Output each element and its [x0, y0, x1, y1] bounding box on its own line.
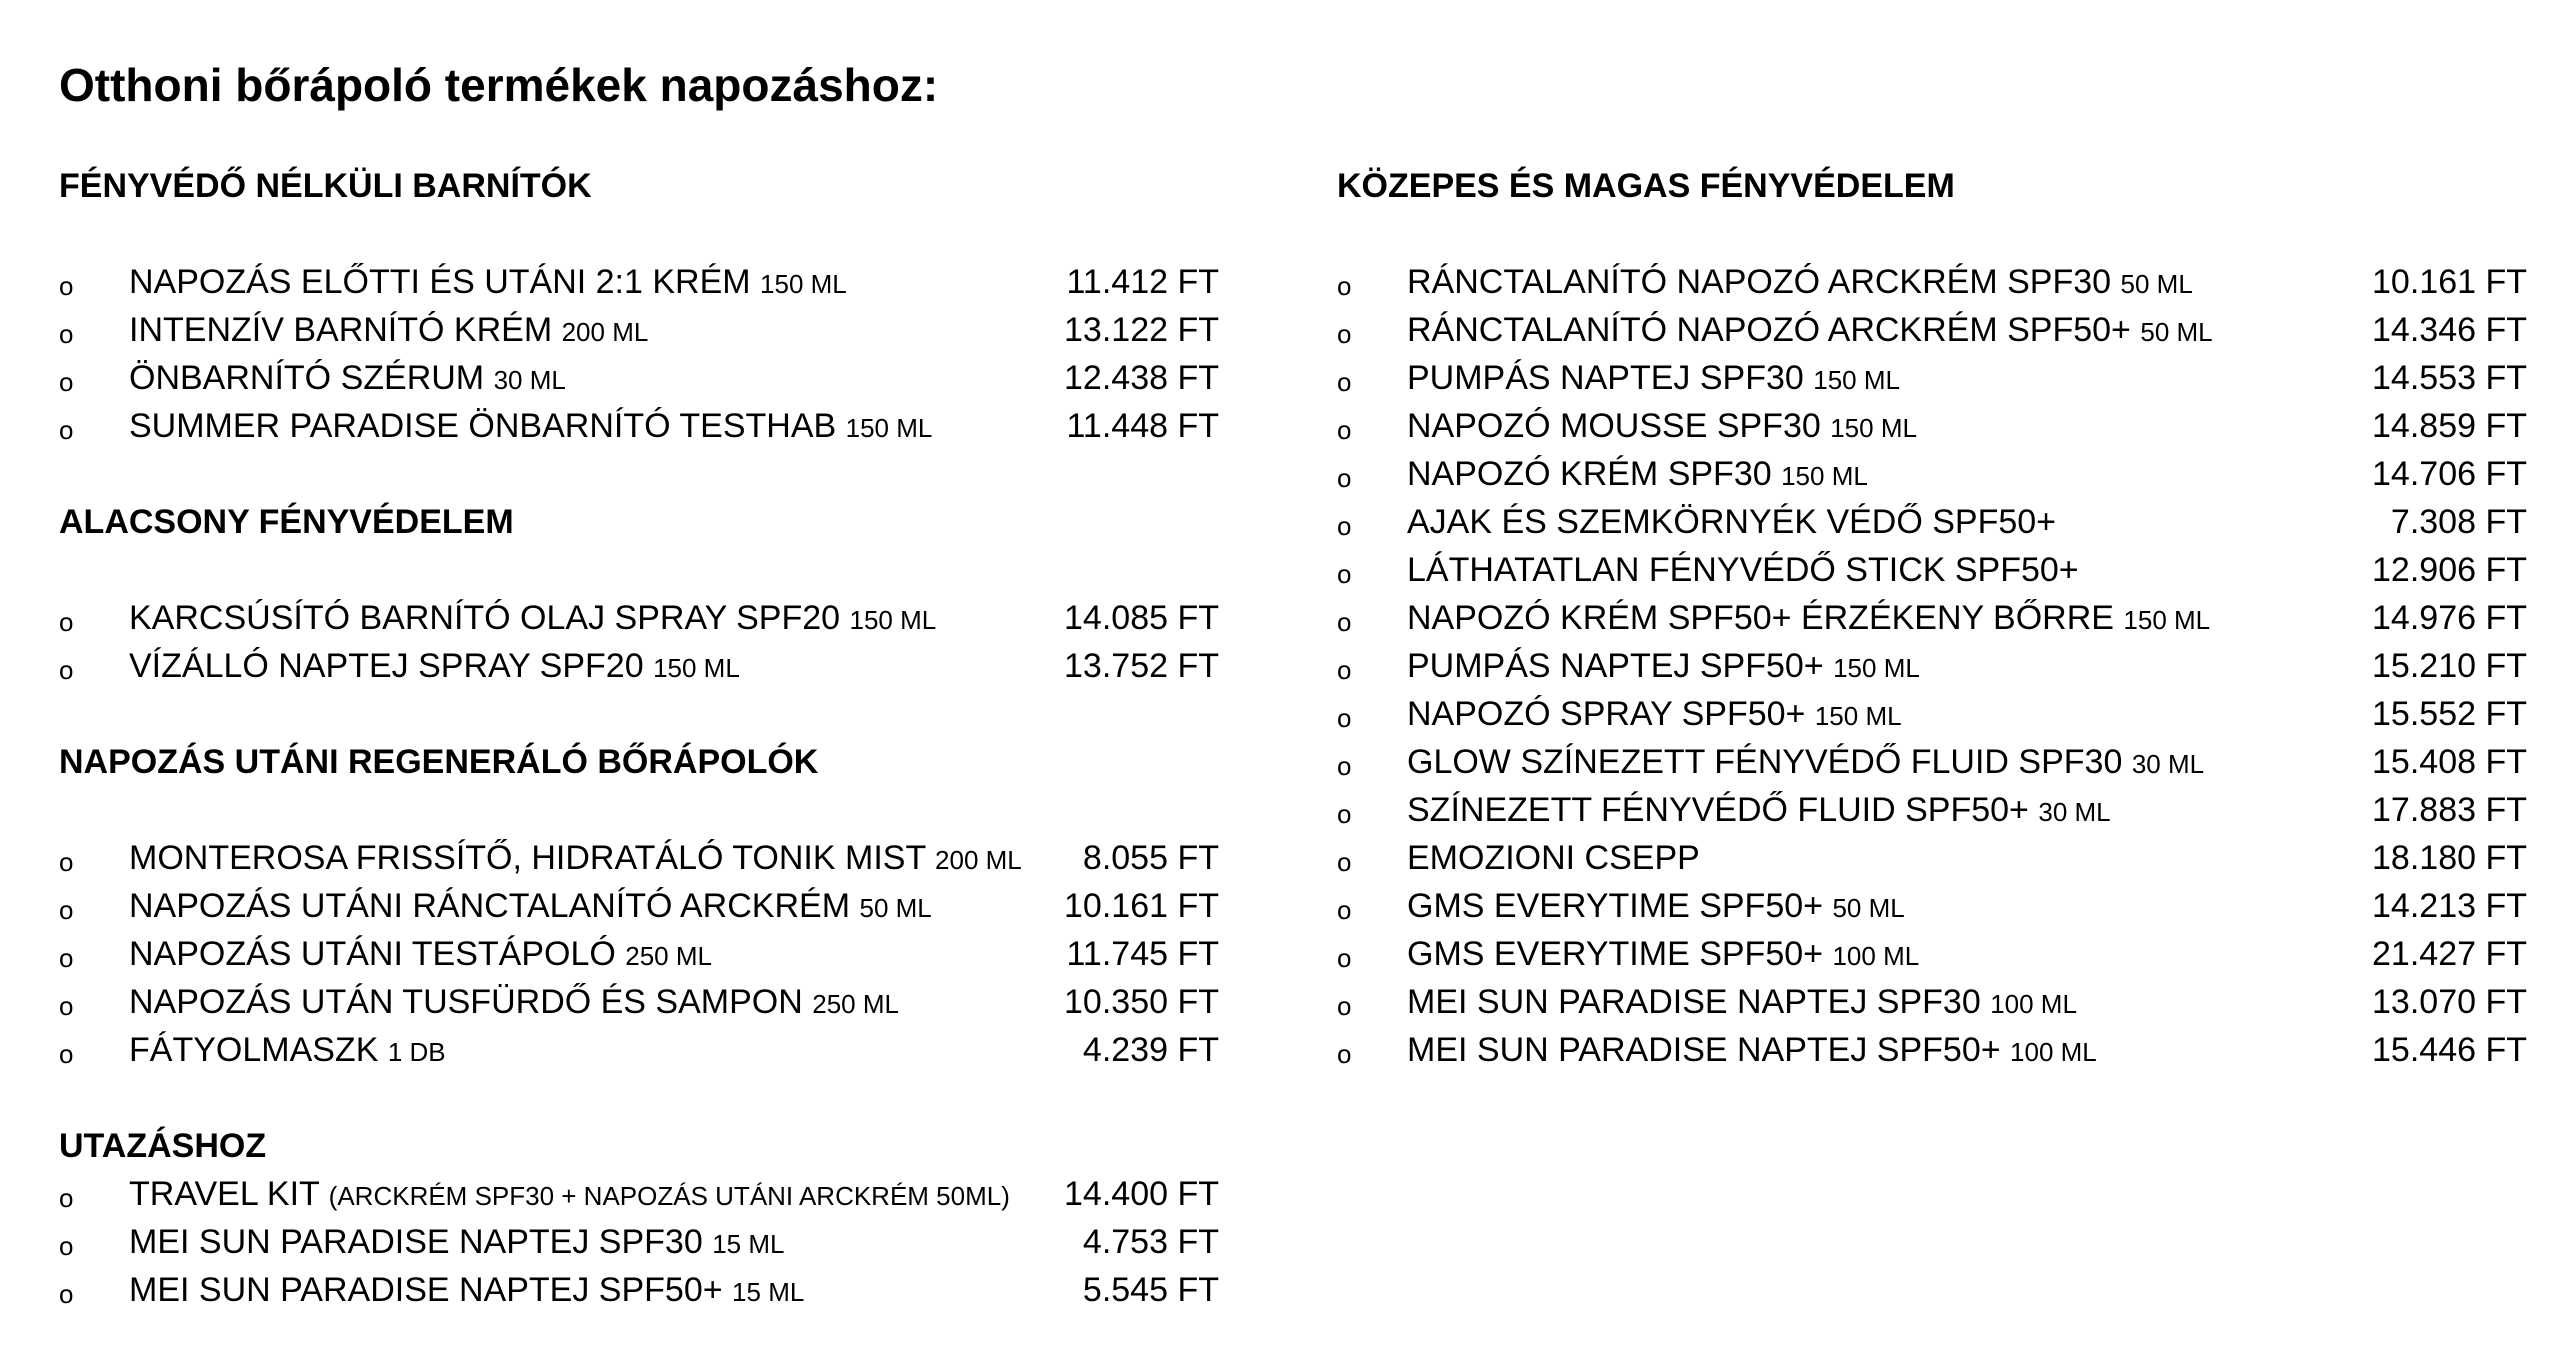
product-item [1337, 498, 2527, 546]
product-size: 150 ML [1814, 701, 1902, 731]
product-name: PUMPÁS NAPTEJ SPF30 150 ML [1407, 359, 1900, 397]
product-size: 50 ML [859, 893, 932, 923]
product-price: 4.239 FT [1082, 1031, 1219, 1069]
bullet-icon: o [59, 655, 74, 685]
product-item [59, 258, 1219, 306]
bullet-icon: o [59, 271, 74, 301]
bullet-icon: o [1337, 703, 1352, 733]
page-title: Otthoni bőrápoló termékek napozáshoz: [59, 59, 939, 111]
product-price: 13.122 FT [1064, 311, 1219, 349]
product-size: 100 ML [2010, 1037, 2097, 1067]
product-name: NAPOZÓ SPRAY SPF50+ 150 ML [1407, 695, 1902, 733]
product-name: MEI SUN PARADISE NAPTEJ SPF30 15 ML [129, 1223, 785, 1261]
product-name: NAPOZÓ KRÉM SPF50+ ÉRZÉKENY BŐRRE 150 ML [1407, 599, 2211, 637]
bullet-icon: o [59, 1231, 74, 1261]
product-price: 13.752 FT [1064, 647, 1219, 685]
product-price: 14.706 FT [2372, 455, 2527, 493]
product-item [1337, 882, 2527, 930]
product-item [1337, 834, 2527, 882]
product-size: 100 ML [1990, 989, 2077, 1019]
product-item [1337, 258, 2527, 306]
bullet-icon: o [1337, 991, 1352, 1021]
product-price: 12.906 FT [2372, 551, 2527, 589]
product-price: 10.161 FT [2372, 263, 2527, 301]
product-size: 30 ML [2131, 749, 2205, 779]
product-item [1337, 930, 2527, 978]
product-size: 150 ML [1833, 653, 1920, 683]
product-price: 14.976 FT [2372, 599, 2527, 637]
product-name: PUMPÁS NAPTEJ SPF50+ 150 ML [1407, 647, 1920, 685]
bullet-icon: o [1337, 751, 1352, 781]
product-size: 150 ML [845, 413, 933, 443]
bullet-icon: o [1337, 415, 1352, 445]
bullet-icon: o [59, 895, 74, 925]
product-name: NAPOZÁS UTÁNI RÁNCTALANÍTÓ ARCKRÉM 50 ML [129, 887, 932, 925]
right-column [1337, 162, 2527, 1074]
bullet-icon: o [59, 319, 74, 349]
product-name: SUMMER PARADISE ÖNBARNÍTÓ TESTHAB 150 ML [129, 407, 933, 445]
bullet-icon: o [59, 607, 74, 637]
product-item [59, 354, 1219, 402]
product-item [59, 834, 1219, 882]
product-item [59, 978, 1219, 1026]
product-price: 21.427 FT [2372, 935, 2527, 973]
product-name: GMS EVERYTIME SPF50+ 100 ML [1407, 935, 1920, 973]
product-price: 17.883 FT [2372, 791, 2527, 829]
product-item [59, 306, 1219, 354]
product-price: 11.448 FT [1066, 407, 1219, 445]
product-size: 200 ML [935, 845, 1022, 875]
product-price: 14.400 FT [1064, 1175, 1219, 1213]
bullet-icon: o [59, 1039, 74, 1069]
product-size: 50 ML [2120, 269, 2193, 299]
product-size: 250 ML [812, 989, 899, 1019]
product-item [1337, 402, 2527, 450]
product-item [59, 642, 1219, 690]
product-name: KARCSÚSÍTÓ BARNÍTÓ OLAJ SPRAY SPF20 150 ML [129, 599, 937, 637]
product-size: 150 ML [849, 605, 937, 635]
product-price: 5.545 FT [1082, 1271, 1219, 1309]
product-name: GLOW SZÍNEZETT FÉNYVÉDŐ FLUID SPF30 30 ML [1407, 743, 2205, 781]
product-name: NAPOZÁS UTÁN TUSFÜRDŐ ÉS SAMPON 250 ML [129, 983, 899, 1021]
product-size: 15 ML [732, 1277, 805, 1307]
bullet-icon: o [59, 1183, 74, 1213]
product-price: 15.552 FT [2372, 695, 2527, 733]
product-size: 100 ML [1832, 941, 1920, 971]
product-item [59, 1026, 1219, 1074]
product-name: ÖNBARNÍTÓ SZÉRUM 30 ML [129, 359, 566, 397]
bullet-icon: o [1337, 607, 1352, 637]
product-item [59, 1218, 1219, 1266]
product-price: 11.745 FT [1066, 935, 1219, 973]
product-item [1337, 690, 2527, 738]
product-item [59, 1266, 1219, 1314]
product-price: 11.412 FT [1066, 263, 1219, 301]
product-name: NAPOZÁS ELŐTTI ÉS UTÁNI 2:1 KRÉM 150 ML [129, 263, 847, 301]
product-size: (ARCKRÉM SPF30 + NAPOZÁS UTÁNI ARCKRÉM 50ML) [328, 1181, 1010, 1211]
product-item [59, 1170, 1219, 1218]
product-item [1337, 354, 2527, 402]
product-size: 150 ML [1830, 413, 1917, 443]
product-name: AJAK ÉS SZEMKÖRNYÉK VÉDŐ SPF50+ [1407, 503, 2057, 541]
product-item [59, 882, 1219, 930]
product-size: 150 ML [760, 269, 847, 299]
product-item [1337, 786, 2527, 834]
product-price: 12.438 FT [1064, 359, 1219, 397]
bullet-icon: o [1337, 655, 1352, 685]
product-price: 18.180 FT [2372, 839, 2527, 877]
section-heading: KÖZEPES ÉS MAGAS FÉNYVÉDELEM [1337, 167, 1955, 205]
bullet-icon: o [1337, 895, 1352, 925]
product-name: NAPOZÁS UTÁNI TESTÁPOLÓ 250 ML [129, 935, 712, 973]
bullet-icon: o [59, 415, 74, 445]
product-price: 15.446 FT [2372, 1031, 2527, 1069]
product-price: 14.213 FT [2372, 887, 2527, 925]
bullet-icon: o [59, 1279, 74, 1309]
bullet-icon: o [1337, 799, 1352, 829]
bullet-icon: o [1337, 559, 1352, 589]
product-size: 150 ML [1813, 365, 1900, 395]
bullet-icon: o [1337, 463, 1352, 493]
product-name: INTENZÍV BARNÍTÓ KRÉM 200 ML [129, 311, 649, 349]
bullet-icon: o [1337, 367, 1352, 397]
product-size: 150 ML [1781, 461, 1868, 491]
section-heading: ALACSONY FÉNYVÉDELEM [59, 503, 514, 541]
product-name: NAPOZÓ MOUSSE SPF30 150 ML [1407, 407, 1917, 445]
product-price: 8.055 FT [1082, 839, 1219, 877]
bullet-icon: o [1337, 1039, 1352, 1069]
bullet-icon: o [59, 847, 74, 877]
product-name: TRAVEL KIT (ARCKRÉM SPF30 + NAPOZÁS UTÁNI ARCKRÉM 50ML) [129, 1175, 1010, 1213]
product-name: FÁTYOLMASZK 1 DB [129, 1031, 446, 1069]
product-price: 14.553 FT [2372, 359, 2527, 397]
product-size: 30 ML [2038, 797, 2111, 827]
product-item [1337, 450, 2527, 498]
bullet-icon: o [1337, 847, 1352, 877]
bullet-icon: o [59, 991, 74, 1021]
product-item [59, 594, 1219, 642]
product-name: SZÍNEZETT FÉNYVÉDŐ FLUID SPF50+ 30 ML [1407, 791, 2111, 829]
product-item [59, 402, 1219, 450]
product-item [1337, 738, 2527, 786]
product-price: 7.308 FT [2390, 503, 2527, 541]
product-size: 15 ML [712, 1229, 785, 1259]
product-item [1337, 306, 2527, 354]
section-heading: UTAZÁSHOZ [59, 1127, 267, 1165]
bullet-icon: o [1337, 511, 1352, 541]
product-item [1337, 546, 2527, 594]
product-item [59, 930, 1219, 978]
product-name: LÁTHATATLAN FÉNYVÉDŐ STICK SPF50+ [1407, 551, 2079, 589]
product-name: NAPOZÓ KRÉM SPF30 150 ML [1407, 455, 1868, 493]
product-item [1337, 978, 2527, 1026]
bullet-icon: o [59, 367, 74, 397]
product-name: GMS EVERYTIME SPF50+ 50 ML [1407, 887, 1905, 925]
product-name: MEI SUN PARADISE NAPTEJ SPF50+ 100 ML [1407, 1031, 2097, 1069]
product-name: VÍZÁLLÓ NAPTEJ SPRAY SPF20 150 ML [129, 647, 740, 685]
product-price: 14.346 FT [2372, 311, 2527, 349]
product-size: 200 ML [561, 317, 649, 347]
product-price: 4.753 FT [1082, 1223, 1219, 1261]
product-size: 50 ML [1832, 893, 1905, 923]
product-size: 150 ML [2123, 605, 2211, 635]
product-item [1337, 1026, 2527, 1074]
product-price: 13.070 FT [2372, 983, 2527, 1021]
product-size: 150 ML [653, 653, 740, 683]
section-heading: FÉNYVÉDŐ NÉLKÜLI BARNÍTÓK [59, 167, 592, 205]
product-size: 30 ML [493, 365, 566, 395]
section-heading: NAPOZÁS UTÁNI REGENERÁLÓ BŐRÁPOLÓK [59, 743, 819, 781]
product-price: 14.859 FT [2372, 407, 2527, 445]
product-price: 15.210 FT [2372, 647, 2527, 685]
product-price: 10.350 FT [1064, 983, 1219, 1021]
bullet-icon: o [1337, 319, 1352, 349]
product-size: 250 ML [625, 941, 712, 971]
product-price: 10.161 FT [1064, 887, 1219, 925]
bullet-icon: o [1337, 943, 1352, 973]
bullet-icon: o [1337, 271, 1352, 301]
bullet-icon: o [59, 943, 74, 973]
product-name: RÁNCTALANÍTÓ NAPOZÓ ARCKRÉM SPF50+ 50 ML [1407, 311, 2213, 349]
product-name: EMOZIONI CSEPP [1407, 839, 1700, 877]
product-item [1337, 594, 2527, 642]
left-column [59, 162, 1219, 1314]
product-name: MEI SUN PARADISE NAPTEJ SPF50+ 15 ML [129, 1271, 805, 1309]
product-item [1337, 642, 2527, 690]
product-price: 15.408 FT [2372, 743, 2527, 781]
product-price: 14.085 FT [1064, 599, 1219, 637]
product-size: 1 DB [387, 1037, 446, 1067]
product-size: 50 ML [2140, 317, 2213, 347]
product-name: RÁNCTALANÍTÓ NAPOZÓ ARCKRÉM SPF30 50 ML [1407, 263, 2193, 301]
product-name: MEI SUN PARADISE NAPTEJ SPF30 100 ML [1407, 983, 2077, 1021]
product-name: MONTEROSA FRISSÍTŐ, HIDRATÁLÓ TONIK MIST 200 ML [129, 839, 1022, 877]
